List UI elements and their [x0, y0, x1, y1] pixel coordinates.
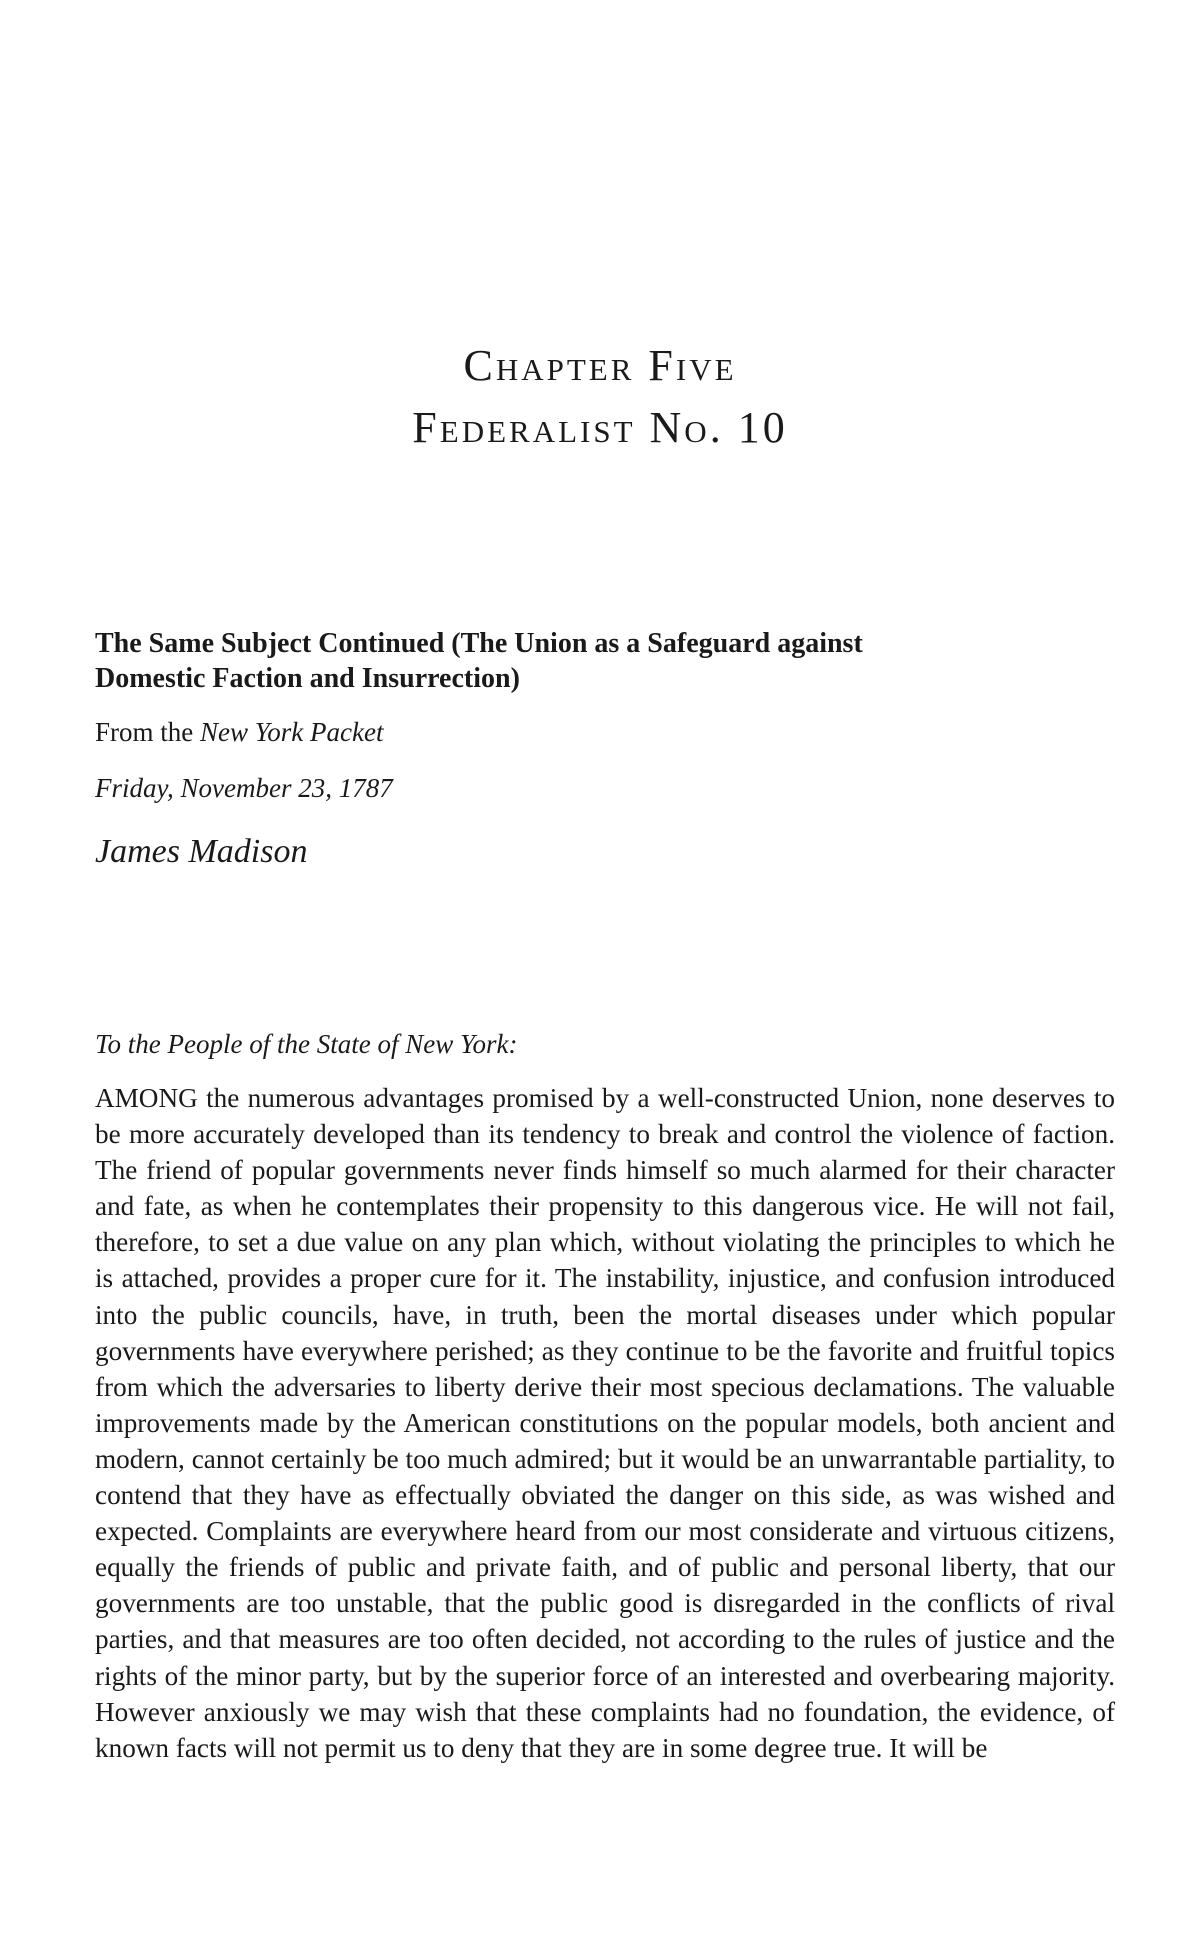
- source-prefix: From the: [95, 717, 200, 747]
- chapter-title: Chapter Five: [463, 341, 737, 390]
- publication-date: Friday, November 23, 1787: [95, 773, 393, 803]
- body-paragraph: AMONG the numerous advantages promised by a well-constructed Union, none deserves to be more accurately developed than its tendency to break and control the violence of faction. The friend of popular governments never finds himself so much alarmed for their character and fate, as when he contemplates their propensity to this dangerous vice. He will not fail, therefore, to set a due value on any plan which, without violating the principles to which he is attached, provides a proper cure for it. The instability, injustice, and confusion introduced into the public councils, have, in truth, been the mortal diseases under which popular governments have everywhere perished; as they continue to be the favorite and fruitful topics from which the adversaries to liberty derive their most specious declamations. The valuable improvements made by the American constitutions on the popular models, both ancient and modern, cannot certainly be too much admired; but it would be an unwarrantable partiality, to contend that they have as effectually obviated the danger on this side, as was wished and expected. Complaints are everywhere heard from our most considerate and virtuous citizens, equally the friends of public and private faith, and of public and personal liberty, that our governments are too unstable, that the public good is disregarded in the conflicts of rival parties, and that measures are too often decided, not according to the rules of justice and the rights of the minor party, but by the superior force of an interested and overbearing majority. However anxiously we may wish that these complaints had no foundation, the evidence, of known facts will not permit us to deny that they are in some degree true. It will be: [95, 1083, 1115, 1763]
- chapter-subtitle: Federalist No. 10: [412, 403, 788, 452]
- essay-title: The Same Subject Continued (The Union as a Safeguard against Domestic Faction and Insurrection): [95, 628, 863, 694]
- source-line: [95, 716, 1115, 748]
- author-name: James Madison: [95, 833, 308, 870]
- source-publication: New York Packet: [200, 717, 384, 747]
- salutation: To the People of the State of New York:: [95, 1029, 518, 1059]
